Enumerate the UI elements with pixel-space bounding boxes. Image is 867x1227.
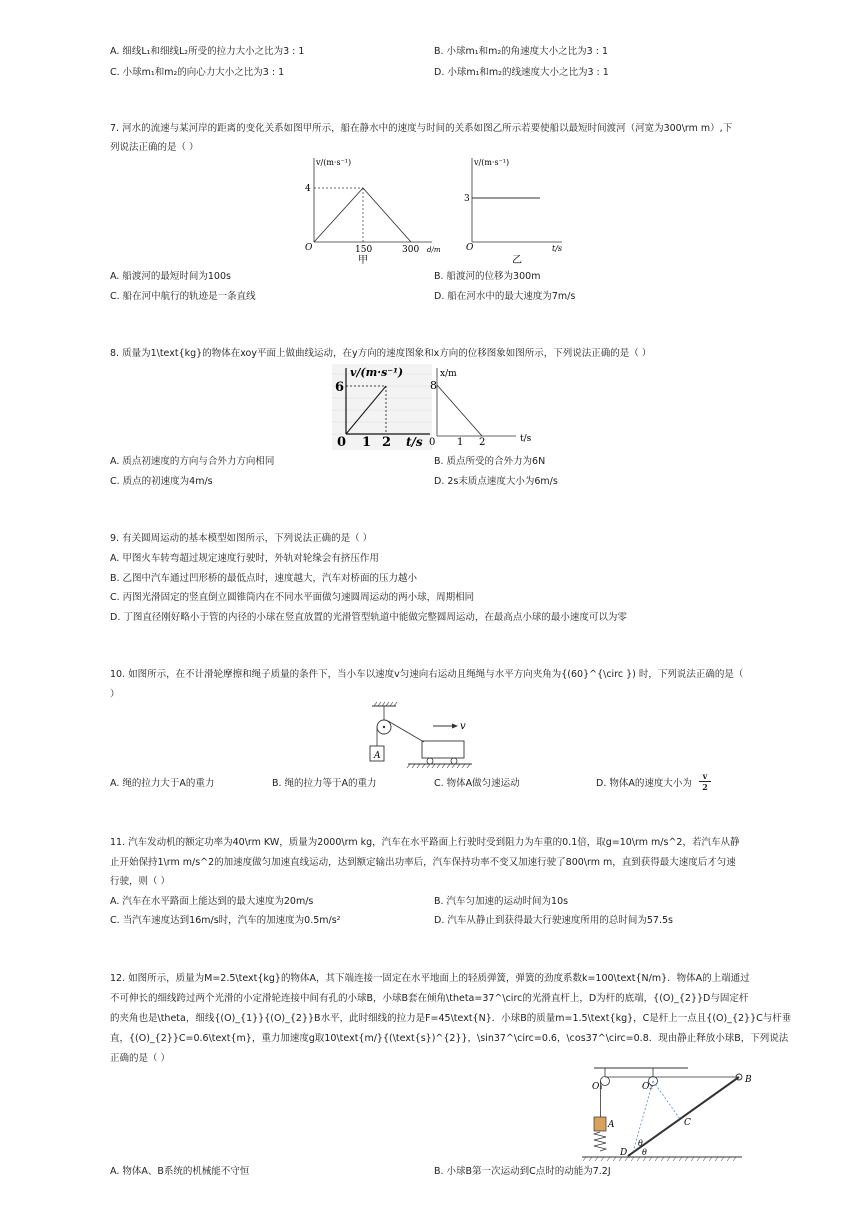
q7-figure-river-speed bbox=[300, 154, 440, 266]
q10-option-b: B. 绳的拉力等于A的重力 bbox=[272, 778, 377, 789]
q10-label-a: A bbox=[374, 751, 381, 761]
q11-option-a: A. 汽车在水平路面上能达到的最大速度为20m/s bbox=[110, 896, 314, 907]
q12-stem-line1: 12. 如图所示，质量为M=2.5\text{kg}的物体A，其下端连接一固定在水平地面上的轻质弹簧，弹簧的劲度系数k=100\text{N/m}．物体A的上端通过 bbox=[110, 973, 750, 984]
q10-fraction-denominator: 2 bbox=[702, 782, 708, 792]
q7b-origin: O bbox=[466, 243, 474, 253]
q8b-x-tick-2: 2 bbox=[479, 437, 486, 448]
q12-label-o2: O₂ bbox=[642, 1082, 653, 1092]
q8-option-c: C. 质点的初速度为4m/s bbox=[110, 476, 213, 487]
q11-stem-line1: 11. 汽车发动机的额定功率为40\rm KW，质量为2000\rm kg，汽车在水平路面上行驶时受到阻力为车重的0.1倍，取g=10\rm m/s^2，若汽车从静 bbox=[110, 837, 740, 848]
q11-option-d: D. 汽车从静止到获得最大行驶速度所用的总时间为57.5s bbox=[434, 915, 673, 926]
q12-stem-line5: 正确的是（ ） bbox=[110, 1053, 171, 1064]
q12-label-d: D bbox=[620, 1148, 628, 1158]
q7a-y-tick-4: 4 bbox=[305, 184, 311, 194]
q12-label-c: C bbox=[684, 1118, 691, 1128]
q7a-x-tick-150: 150 bbox=[355, 245, 373, 255]
q9-option-b: B. 乙图中汽车通过凹形桥的最低点时，速度越大，汽车对桥面的压力越小 bbox=[110, 573, 418, 584]
q12-label-b: B bbox=[745, 1075, 752, 1085]
q8a-y-tick-6: 6 bbox=[335, 380, 345, 395]
q7a-x-tick-300: 300 bbox=[402, 245, 420, 255]
q7-option-b: B. 船渡河的位移为300m bbox=[434, 271, 541, 282]
q12-stem-line3: 的夹角也是\theta，细线{(O)_{1}}{(O)_{2}}B水平，此时细线的拉力是F=45\text{N}．小球B的质量m=1.5\text{kg}，C是杆上一点且{(O)_{2}}C与杆垂 bbox=[110, 1013, 792, 1024]
q10-velocity-label: v bbox=[460, 721, 466, 732]
q8-figure-vy-t bbox=[332, 364, 432, 450]
q7-option-c: C. 船在河中航行的轨迹是一条直线 bbox=[110, 291, 256, 302]
q8a-x-tick-2: 2 bbox=[382, 435, 392, 450]
q8b-x-tick-1: 1 bbox=[457, 437, 464, 448]
q8b-x-label: t/s bbox=[520, 434, 532, 444]
q10-figure-pulley-cart bbox=[366, 700, 476, 776]
q8b-origin: 0 bbox=[429, 437, 436, 448]
q7b-y-label: v/(m·s⁻¹) bbox=[474, 158, 510, 167]
q8-option-d: D. 2s末质点速度大小为6m/s bbox=[434, 476, 558, 487]
q8a-origin: 0 bbox=[337, 435, 347, 450]
q7-option-d: D. 船在河水中的最大速度为7m/s bbox=[434, 291, 576, 302]
q12-option-a: A. 物体A、B系统的机械能不守恒 bbox=[110, 1166, 250, 1177]
q12-label-o1: O₁ bbox=[592, 1082, 603, 1092]
q9-option-a: A. 甲图火车转弯超过规定速度行驶时，外轨对轮缘会有挤压作用 bbox=[110, 553, 379, 564]
q10-option-a: A. 绳的拉力大于A的重力 bbox=[110, 778, 215, 789]
q8-option-b: B. 质点所受的合外力为6N bbox=[434, 456, 546, 467]
q10-option-c: C. 物体A做匀速运动 bbox=[434, 778, 520, 789]
q11-option-c: C. 当汽车速度达到16m/s时，汽车的加速度为0.5m/s² bbox=[110, 915, 341, 926]
q8-option-a: A. 质点初速度的方向与合外力方向相同 bbox=[110, 456, 275, 467]
q11-option-b: B. 汽车匀加速的运动时间为10s bbox=[434, 896, 569, 907]
q12-stem-line2: 不可伸长的细线跨过两个光滑的小定滑轮连接中间有孔的小球B，小球B套在倾角\theta=37^\circ的光滑直杆上，D为杆的底端，{(O)_{2}}D与固定杆 bbox=[110, 993, 749, 1004]
q7a-origin: O bbox=[305, 243, 313, 253]
q6-option-c: C. 小球m₁和m₂的向心力大小之比为3 : 1 bbox=[110, 67, 285, 78]
q12-option-b: B. 小球B第一次运动到C点时的动能为7.2J bbox=[434, 1166, 611, 1177]
q12-figure-incline-pulley bbox=[582, 1062, 762, 1162]
q8-figure-x-t bbox=[424, 364, 540, 450]
q8-stem: 8. 质量为1\text{kg}的物体在xoy平面上做曲线运动，在y方向的速度图象和x方向的位移图象如图所示，下列说法正确的是（ ） bbox=[110, 348, 652, 359]
q7-stem-cont: 列说法正确的是（ ） bbox=[110, 142, 199, 153]
q9-option-c: C. 丙图光滑固定的竖直倒立圆锥筒内在不同水平面做匀速圆周运动的两小球，周期相同 bbox=[110, 592, 475, 603]
q8a-x-tick-1: 1 bbox=[362, 435, 372, 450]
q12-label-theta-lower: θ bbox=[642, 1148, 647, 1157]
q6-option-b: B. 小球m₁和m₂的角速度大小之比为3 : 1 bbox=[434, 46, 609, 57]
q8a-y-label: v/(m·s⁻¹) bbox=[350, 366, 404, 379]
q12-stem-line4: 直，{(O)_{2}}C=0.6\text{m}，重力加速度g取10\text{m/}{(\text{s})^{2}}，\sin37^\circ=0.6，\cos37^\circ=0.8．现由静止释放小球B，下列说法 bbox=[110, 1033, 789, 1044]
q7b-x-label: t/s bbox=[552, 244, 563, 253]
q12-label-theta-upper: θ bbox=[638, 1139, 643, 1148]
q10-stem: 10. 如图所示，在不计滑轮摩擦和绳子质量的条件下，当小车以速度v匀速向右运动且绳绳与水平方向夹角为{(60}^{\circ }) 时，下列说法正确的是（ bbox=[110, 669, 744, 680]
q10-option-d-fraction bbox=[699, 771, 711, 792]
q6-option-a: A. 细线L₁和细线L₂所受的拉力大小之比为3 : 1 bbox=[110, 46, 305, 57]
q8a-x-label: t/s bbox=[406, 435, 423, 449]
q10-fraction-numerator: v bbox=[699, 771, 711, 782]
q7-figure-boat-speed bbox=[460, 154, 570, 266]
q7-option-a: A. 船渡河的最短时间为100s bbox=[110, 271, 231, 282]
q6-option-d: D. 小球m₁和m₂的线速度大小之比为3 : 1 bbox=[434, 67, 609, 78]
q7b-y-tick-3: 3 bbox=[464, 194, 470, 204]
q11-stem-line2: 止开始保持1\rm m/s^2的加速度做匀加速直线运动，达到额定输出功率后，汽车保持功率不变又加速行驶了800\rm m，直到获得最大速度后才匀速 bbox=[110, 857, 736, 868]
q10-option-d: D. 物体A的速度大小为 bbox=[596, 778, 692, 789]
q9-option-d: D. 丁图直径刚好略小于管的内径的小球在竖直放置的光滑管型轨道中能做完整圆周运动，在最高点小球的最小速度可以为零 bbox=[110, 612, 627, 623]
q10-stem-cont: ） bbox=[110, 689, 120, 700]
q12-label-a: A bbox=[608, 1120, 615, 1130]
q9-stem: 9. 有关圆周运动的基本模型如图所示，下列说法正确的是（ ） bbox=[110, 533, 373, 544]
q7-stem: 7. 河水的流速与某河岸的距离的变化关系如图甲所示，船在静水中的速度与时间的关系如图乙所示若要使船以最短时间渡河（河宽为300\rm m）,下 bbox=[110, 123, 733, 134]
q7b-caption: 乙 bbox=[512, 255, 522, 266]
q8b-y-tick-8: 8 bbox=[430, 379, 437, 392]
q7a-caption: 甲 bbox=[358, 255, 368, 266]
q11-stem-line3: 行驶，则（ ） bbox=[110, 876, 171, 887]
q8b-y-label: x/m bbox=[440, 369, 457, 379]
q7a-x-label: d/m bbox=[427, 246, 440, 254]
q7a-y-label: v/(m·s⁻¹) bbox=[316, 158, 352, 167]
